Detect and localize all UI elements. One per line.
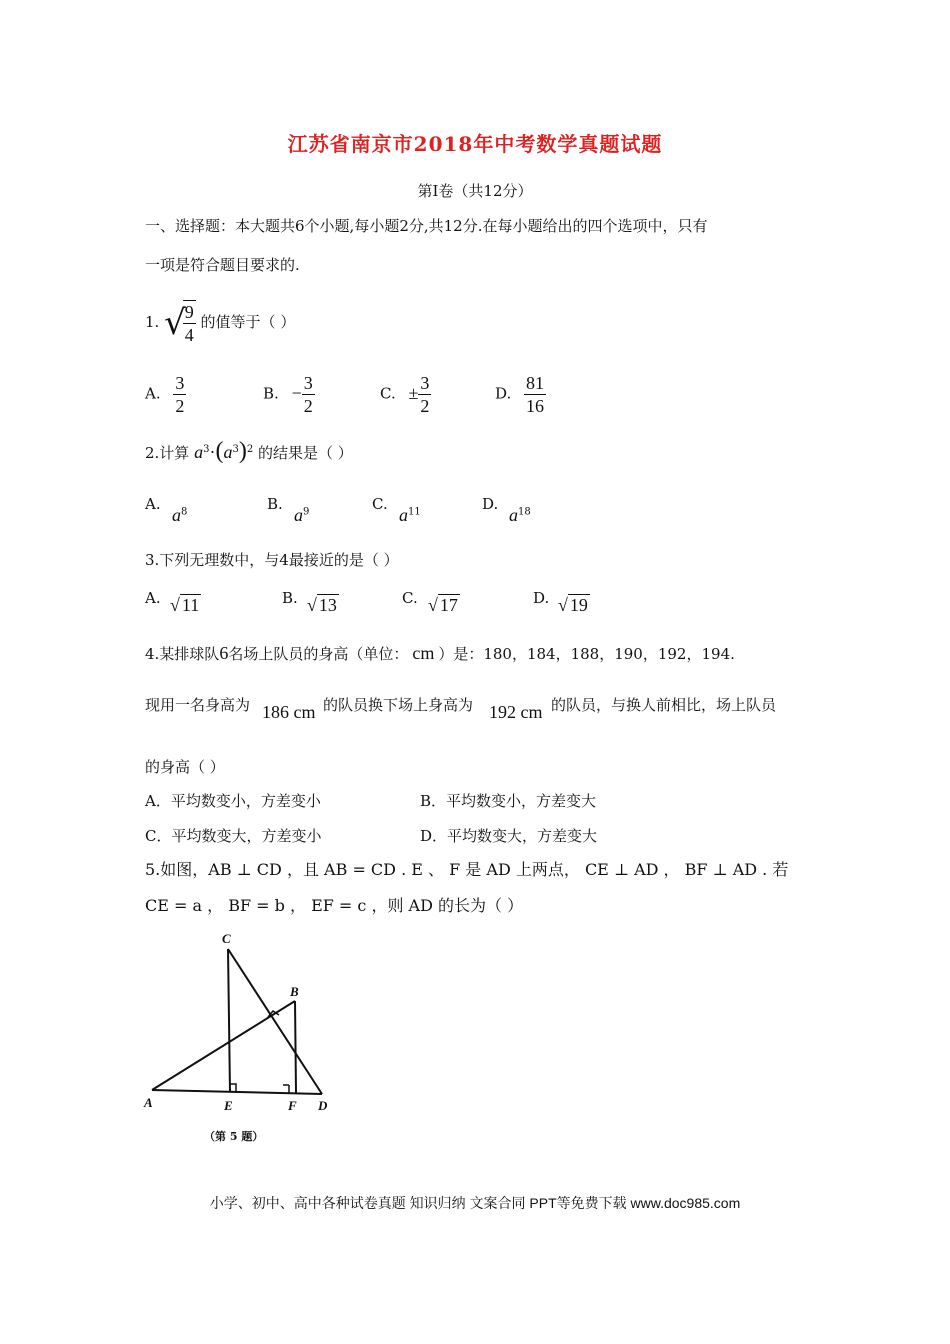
q1-option-c: C. ± $\frac{3}{2}$	[380, 373, 430, 416]
q3-option-a: A.	[145, 589, 161, 607]
q1-option-b: B. − $\frac{3}{2}$	[263, 373, 313, 416]
q3-option-b: B.	[282, 589, 298, 607]
q3-option-d-value: √ 19	[558, 595, 588, 615]
question-5-line-1: 5.如图，AB ⊥ CD ，且 AB = CD . E 、 F 是 AD 上两点， CE ⊥ AD ， BF ⊥ AD . 若	[145, 860, 789, 879]
geometry-figure	[140, 925, 340, 1150]
q2-option-c: C.	[372, 495, 388, 513]
q4-option-c: C．平均数变大，方差变小	[145, 827, 322, 845]
figure-caption: （第 5 题）	[204, 1130, 264, 1143]
label-c: C	[222, 931, 231, 946]
question-4-line-1: 4.某排球队6名场上队员的身高（单位： cm ）是：180，184，188，190，192，194.	[145, 643, 735, 663]
q3-option-c: C.	[402, 589, 418, 607]
label-d: D	[318, 1098, 328, 1113]
label-e: E	[224, 1098, 233, 1113]
q2-option-a: A.	[145, 495, 161, 513]
q4-height-1: 186 cm	[262, 702, 316, 722]
q3-option-c-value: √ 17	[428, 595, 458, 615]
label-f: F	[288, 1098, 297, 1113]
q4-line-2c: 的队员，与换人前相比，场上队员	[551, 696, 777, 714]
line-bf	[295, 1001, 296, 1093]
line-cd	[228, 949, 322, 1094]
q2-option-b-value: $a^9$	[294, 505, 310, 525]
q4-option-a: A．平均数变小，方差变小	[145, 792, 321, 810]
q3-option-b-value: √ 13	[307, 595, 337, 615]
q3-option-a-value: √ 11	[170, 595, 200, 615]
q1-number: 1.	[145, 313, 160, 331]
question-5-line-2: CE = a ， BF = b ， EF = c ，则 AD 的长为（ ）	[145, 896, 524, 915]
document-title: 江苏省南京市2018年中考数学真题试题	[287, 132, 663, 156]
q2-option-a-value: $a^8$	[172, 505, 188, 525]
label-b: B	[290, 984, 299, 999]
question-4-line-3: 的身高（ ）	[145, 758, 225, 776]
q3-option-d: D.	[533, 589, 550, 607]
radical-sign: √	[164, 303, 186, 343]
instructions-line-2: 一项是符合题目要求的.	[145, 256, 300, 274]
question-1	[145, 300, 295, 346]
q2-option-d: D.	[482, 495, 499, 513]
question-3: 3.下列无理数中，与4最接近的是（ ）	[145, 551, 399, 569]
line-ab	[152, 1001, 295, 1090]
footer-text: 小学、初中、高中各种试卷真题 知识归纳 文案合同 PPT等免费下载 www.doc985.com	[209, 1195, 741, 1211]
label-a: A	[144, 1095, 153, 1110]
question-4-line-2: 现用一名身高为	[145, 696, 251, 714]
instructions-line-1: 一、选择题：本大题共6个小题,每小题2分,共12分.在每小题给出的四个选项中，只有	[145, 217, 708, 235]
question-2: 2.计算 $a^3\cdot(a^3)^2$ 的结果是（ ）	[145, 438, 353, 464]
q1-option-a: A. $\frac{3}{2}$	[145, 373, 185, 416]
section-heading: 第Ⅰ卷（共12分）	[417, 182, 533, 200]
q4-option-b: B．平均数变小，方差变大	[420, 792, 597, 810]
q1-option-d: D. $\frac{81}{16}$	[495, 373, 545, 416]
q1-text: 的值等于（ ）	[200, 313, 296, 331]
q4-height-2: 192 cm	[489, 702, 543, 722]
q2-option-c-value: $a^{11}$	[399, 505, 421, 525]
q2-option-d-value: $a^{18}$	[509, 505, 531, 525]
q2-option-b: B.	[267, 495, 283, 513]
q4-option-d: D．平均数变大，方差变大	[420, 827, 598, 845]
q4-line-2b: 的队员换下场上身高为	[323, 696, 474, 714]
line-ce	[228, 949, 230, 1092]
q1-radicand: $\frac{9}{4}$	[184, 302, 194, 345]
